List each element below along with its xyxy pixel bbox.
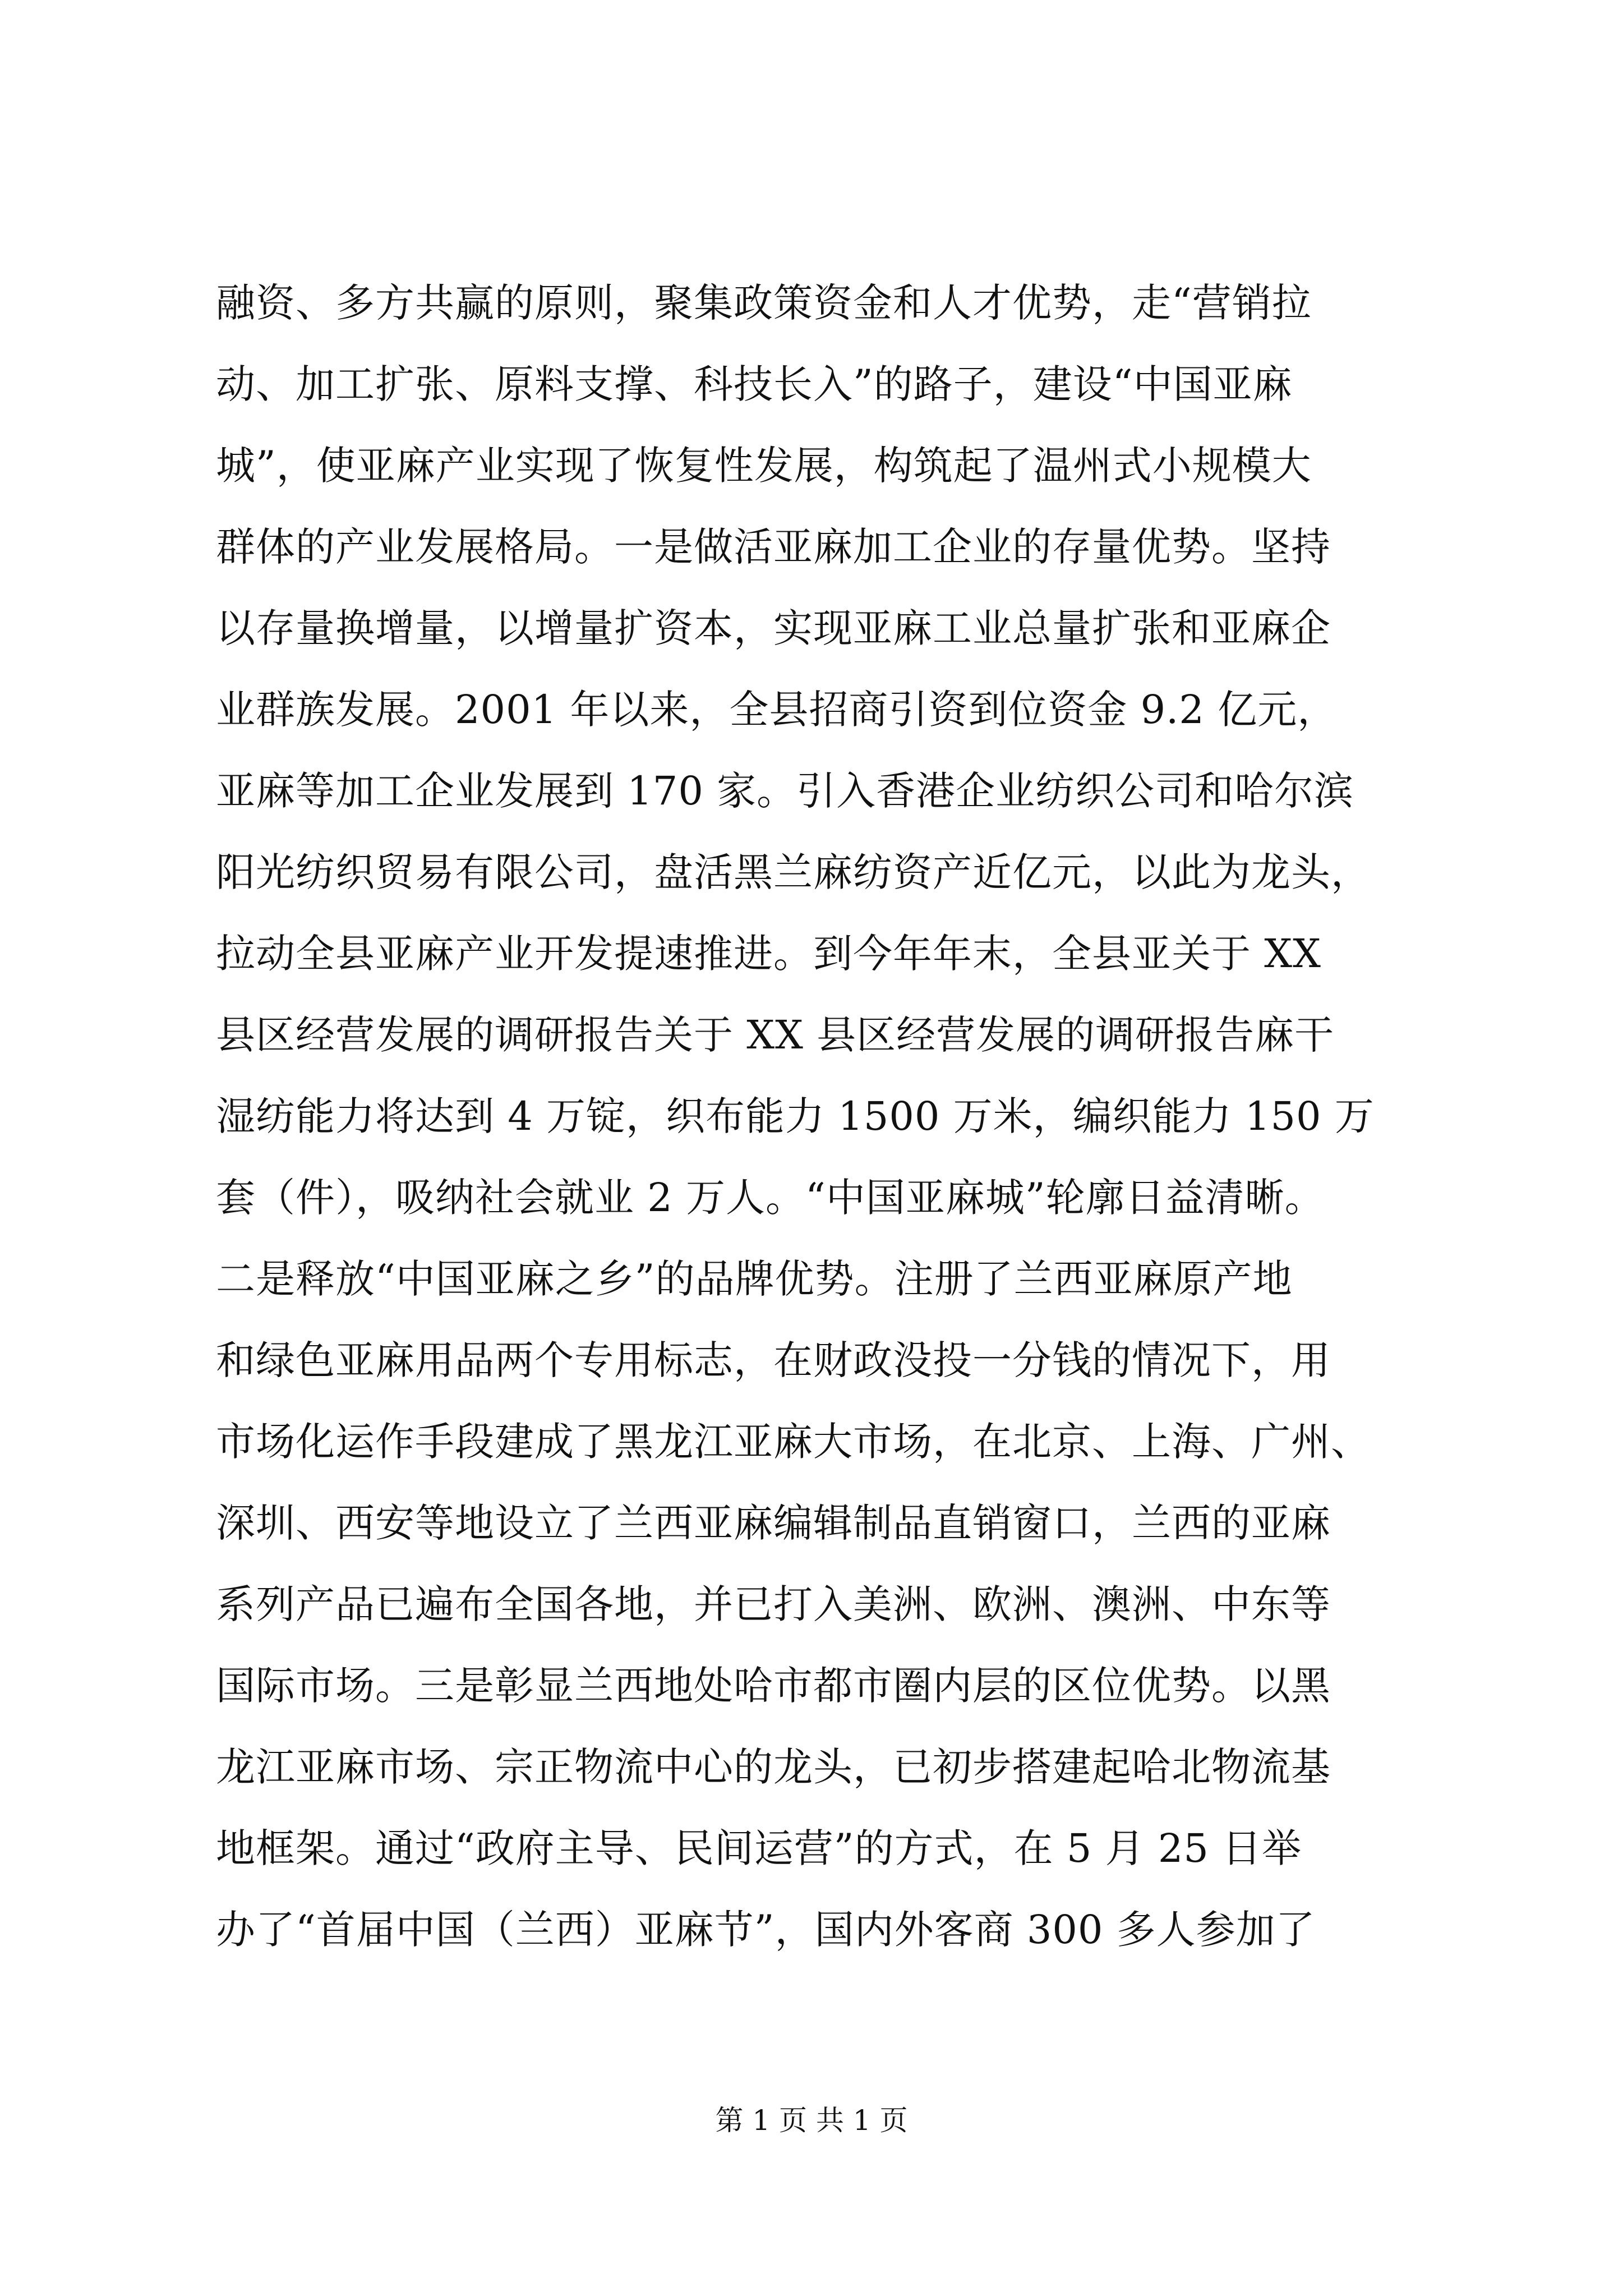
text-line: 阳光纺织贸易有限公司，盘活黑兰麻纺资产近亿元，以此为龙头， [216, 849, 1371, 895]
text-line: 办了“首届中国（兰西）亚麻节”，国内外客商 300 多人参加了 [216, 1907, 1316, 1953]
text-line: 系列产品已遍布全国各地，并已打入美洲、欧洲、澳洲、中东等 [216, 1581, 1331, 1627]
text-line: 和绿色亚麻用品两个专用标志，在财政没投一分钱的情况下，用 [216, 1337, 1331, 1383]
text-line: 城”，使亚麻产业实现了恢复性发展，构筑起了温州式小规模大 [216, 443, 1312, 489]
text-line: 融资、多方共赢的原则，聚集政策资金和人才优势，走“营销拉 [216, 280, 1312, 326]
page-number: 第 1 页 共 1 页 [715, 2104, 908, 2137]
text-line: 二是释放“中国亚麻之乡”的品牌优势。注册了兰西亚麻原产地 [216, 1256, 1293, 1302]
text-line: 国际市场。三是彰显兰西地处哈市都市圈内层的区位优势。以黑 [216, 1663, 1331, 1709]
page-footer [0, 2101, 1623, 2140]
text-line: 湿纺能力将达到 4 万锭，织布能力 1500 万米，编织能力 150 万 [216, 1093, 1375, 1139]
text-line: 业群族发展。2001 年以来，全县招商引资到位资金 9.2 亿元， [216, 687, 1338, 733]
text-line: 以存量换增量，以增量扩资本，实现亚麻工业总量扩张和亚麻企 [216, 605, 1331, 651]
text-line: 亚麻等加工企业发展到 170 家。引入香港企业纺织公司和哈尔滨 [216, 768, 1354, 814]
text-line: 市场化运作手段建成了黑龙江亚麻大市场，在北京、上海、广州、 [216, 1419, 1371, 1465]
text-line: 深圳、西安等地设立了兰西亚麻编辑制品直销窗口，兰西的亚麻 [216, 1500, 1331, 1546]
text-line: 地框架。通过“政府主导、民间运营”的方式，在 5 月 25 日举 [216, 1825, 1302, 1871]
text-line: 县区经营发展的调研报告关于 XX 县区经营发展的调研报告麻干 [216, 1012, 1335, 1058]
body-text [216, 263, 1422, 1971]
text-line: 群体的产业发展格局。一是做活亚麻加工企业的存量优势。坚持 [216, 524, 1331, 570]
text-line: 套（件），吸纳社会就业 2 万人。“中国亚麻城”轮廓日益清晰。 [216, 1175, 1325, 1221]
text-line: 拉动全县亚麻产业开发提速推进。到今年年末，全县亚关于 XX [216, 931, 1321, 977]
text-line: 动、加工扩张、原料支撑、科技长入”的路子，建设“中国亚麻 [216, 361, 1293, 407]
text-line: 龙江亚麻市场、宗正物流中心的龙头，已初步搭建起哈北物流基 [216, 1744, 1331, 1790]
